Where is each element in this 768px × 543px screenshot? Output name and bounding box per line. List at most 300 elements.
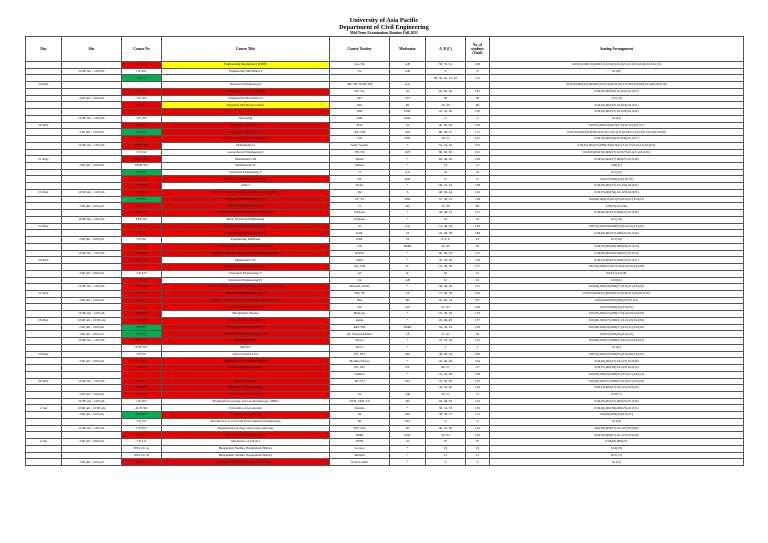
table-row	[26, 412, 744, 419]
moderator-cell: AB	[390, 68, 426, 75]
course-title-cell: History of Bangladesh Independence, Society and Culture	[162, 284, 330, 291]
moderator-cell: DI	[390, 102, 426, 109]
students-cell: 162	[466, 290, 490, 297]
day-cell: 29-May	[26, 351, 62, 358]
course-no-cell: CE 341	[122, 149, 162, 156]
students-cell: 181	[466, 88, 490, 95]
section-cell: 45, 45, 40	[426, 109, 466, 116]
course-title-cell: Numerical Analysis and Computer Programming	[162, 189, 330, 196]
moderator-cell: *	[390, 142, 426, 149]
table-row	[26, 183, 744, 190]
seating-cell: 610(40),602(27),611(32),612(22)	[490, 183, 744, 190]
slot-cell: 10:00 am - 1:00 pm	[62, 338, 122, 345]
table-row	[26, 270, 744, 277]
course-title-cell: Fluid Mechanics	[162, 378, 330, 385]
course-no-cell: ACN 301	[122, 405, 162, 412]
teacher-cell: JR, FTJ	[330, 378, 390, 385]
course-no-cell: CE 101	[122, 62, 162, 69]
section-cell: 58, 32, 40	[426, 385, 466, 392]
seating-cell: 610(19),602(19),613(36),611(27)	[490, 136, 744, 143]
students-cell: 100	[466, 304, 490, 311]
course-title-cell: Principles of Accounting	[162, 405, 330, 412]
day-cell	[26, 237, 62, 244]
moderator-cell: SR	[390, 203, 426, 210]
students-cell: 120	[466, 432, 490, 439]
students-cell: 153	[466, 378, 490, 385]
slot-cell: 2:00 pm - 5:00 pm	[62, 412, 122, 419]
day-cell	[26, 183, 62, 190]
students-cell	[466, 82, 490, 89]
students-cell: 4	[466, 418, 490, 425]
moderator-cell: DI	[390, 398, 426, 405]
section-cell: 48, 30, 44	[426, 189, 466, 196]
students-cell: 132	[466, 405, 490, 412]
table-row	[26, 432, 744, 439]
teacher-cell: NT, FTJ	[330, 351, 390, 358]
col-section: A, B (C)	[426, 37, 466, 62]
moderator-cell: MZ	[390, 351, 426, 358]
teacher-cell: MT	[330, 95, 390, 102]
teacher-cell: Nandan	[330, 405, 390, 412]
seating-cell: 609(11)	[490, 163, 744, 170]
students-cell: 95	[466, 243, 490, 250]
teacher-cell: Tahsin	[330, 156, 390, 163]
col-slot: Slot	[62, 37, 122, 62]
slot-cell	[62, 452, 122, 459]
students-cell: 6	[466, 68, 490, 75]
teacher-cell: SDS	[330, 122, 390, 129]
day-cell: 19-May	[26, 82, 62, 89]
teacher-cell: Fahmid	[330, 371, 390, 378]
teacher-cell: SMI	[330, 109, 390, 116]
moderator-cell: AR	[390, 391, 426, 398]
moderator-cell: MZ	[390, 412, 426, 419]
teacher-cell: Asma	[330, 317, 390, 324]
teacher-cell: Zakir	[330, 257, 390, 264]
students-cell: 119	[466, 257, 490, 264]
course-title-cell: Engineering Mechanics II	[162, 95, 330, 102]
moderator-cell: *	[390, 163, 426, 170]
course-no-cell: HSS 211	[122, 459, 162, 466]
teacher-cell: Mustafa, Kabir	[330, 284, 390, 291]
section-cell: 60, 65, 66	[426, 149, 466, 156]
seating-cell: 610(40),602(27),609(27),611(34),612(27)	[490, 338, 744, 345]
moderator-cell: DI	[390, 425, 426, 432]
course-no-cell: CE 401	[122, 102, 162, 109]
table-row	[26, 237, 744, 244]
table-row	[26, 115, 744, 122]
seating-cell: 610(19),602(19),609(21),613(21),612(21),511(21),610(20),611(15)	[490, 62, 744, 69]
slot-cell: 2:00 pm - 5:00 pm	[62, 324, 122, 331]
day-cell	[26, 109, 62, 116]
table-row	[26, 223, 744, 230]
slot-cell	[62, 136, 122, 143]
course-no-cell	[122, 109, 162, 116]
seating-cell: 610(40),602(36),609(27),611(27),612(27)	[490, 284, 744, 291]
moderator-cell: *	[390, 459, 426, 466]
course-no-cell: CE 103	[122, 115, 162, 122]
seating-cell	[490, 75, 744, 82]
seating-cell: 610(61)	[490, 277, 744, 284]
table-row	[26, 445, 744, 452]
teacher-cell: SN	[330, 304, 390, 311]
day-cell	[26, 324, 62, 331]
section-cell: 52, 54, 49	[426, 142, 466, 149]
teacher-cell: DMR	[330, 432, 390, 439]
day-cell: 30-May	[26, 378, 62, 385]
students-cell: 171	[466, 129, 490, 136]
slot-cell	[62, 418, 122, 425]
table-row	[26, 304, 744, 311]
course-no-cell: CE 435	[122, 391, 162, 398]
moderator-cell: NM	[390, 176, 426, 183]
section-cell: 61	[426, 277, 466, 284]
seating-cell: 602(36),609(27),611(27),612(30)	[490, 432, 744, 439]
section-cell: 45, 45, 48	[426, 371, 466, 378]
teacher-cell: NM, TF	[330, 290, 390, 297]
moderator-cell: DAT	[390, 432, 426, 439]
teacher-cell: AJ	[330, 270, 390, 277]
course-title-cell: Open Channel Flow	[162, 351, 330, 358]
students-cell: 133	[466, 311, 490, 318]
table-row	[26, 331, 744, 338]
moderator-cell: NZ	[390, 365, 426, 372]
seating-cell: 602(34),609(27),611(20),612(29),613(29)	[490, 264, 744, 271]
seating-cell: 610(35),602(35),609(20),613(18),611(24),612(30)	[490, 290, 744, 297]
slot-cell: 2:00 pm - 5:00 pm	[62, 237, 122, 244]
teacher-cell: TF, TT	[330, 196, 390, 203]
seating-cell: 610(40),602(27),609(27),611(40)	[490, 230, 744, 237]
course-no-cell: HSS 101	[122, 250, 162, 257]
students-cell: 157	[466, 264, 490, 271]
course-title-cell: Environmental Engineering VIII	[162, 331, 330, 338]
students-cell: 160	[466, 351, 490, 358]
table-row	[26, 459, 744, 466]
students-cell: 143	[466, 425, 490, 432]
course-title-cell: Engineering Mechanics I	[162, 68, 330, 75]
students-cell: 111	[466, 412, 490, 419]
day-cell	[26, 169, 62, 176]
day-cell	[26, 210, 62, 217]
teacher-cell: Sumon	[330, 163, 390, 170]
teacher-cell: DAT	[330, 230, 390, 237]
moderator-cell: SI	[390, 237, 426, 244]
course-title-cell: Physics	[162, 344, 330, 351]
section-cell: 54, 39, 43	[426, 324, 466, 331]
section-cell: 50, 51	[426, 136, 466, 143]
slot-cell: 10:00 am - 1:00 pm	[62, 68, 122, 75]
day-cell	[26, 102, 62, 109]
table-row	[26, 243, 744, 250]
course-no-cell: CE 331	[122, 290, 162, 297]
course-title-cell: Bangladesh Studies: Bangladesh Society	[162, 459, 330, 466]
course-title-cell: Engineering Materials	[162, 237, 330, 244]
students-cell: 120	[466, 122, 490, 129]
students-cell: 31	[466, 270, 490, 277]
seating-cell: 610(35),602(36),609(33),611(23),613(22)	[490, 223, 744, 230]
course-no-cell: CE 203	[122, 189, 162, 196]
slot-cell: 10:00 am - 1:00 pm	[62, 250, 122, 257]
table-row	[26, 203, 744, 210]
section-cell: 8, 6, 6	[426, 237, 466, 244]
slot-cell	[62, 210, 122, 217]
section-cell: 56, 64	[426, 432, 466, 439]
day-cell	[26, 75, 62, 82]
day-cell	[26, 68, 62, 75]
section-cell: 57, 49, 56	[426, 290, 466, 297]
seating-cell: 610(40),602(27),609(27),611(29)	[490, 210, 744, 217]
moderator-cell: KH	[390, 149, 426, 156]
day-cell	[26, 216, 62, 223]
section-cell: 52, 58, 36	[426, 264, 466, 271]
course-title-cell: Structural Engineering IV	[162, 365, 330, 372]
seating-cell: 610(40),602(27),609(27),611(27),612(32)	[490, 378, 744, 385]
department-name: Department of Civil Engineering	[339, 24, 429, 32]
seating-cell: 610(40),609(27)	[490, 439, 744, 446]
course-no-cell: HSS 211 A	[122, 445, 162, 452]
slot-cell	[62, 243, 122, 250]
moderator-cell: SAS	[390, 418, 426, 425]
table-row	[26, 371, 744, 378]
course-title-cell: Structural Engineering IV	[162, 277, 330, 284]
teacher-cell: Farhana	[330, 216, 390, 223]
slot-cell: 10:00 am - 1:00 pm	[62, 216, 122, 223]
course-no-cell: MTH 101	[122, 142, 162, 149]
course-title-cell: Structural Engineering II	[162, 129, 330, 136]
course-title-cell: Mathematics IV	[162, 257, 330, 264]
section-cell: 45, 46, 46	[426, 317, 466, 324]
seating-cell: 610(19),602(19),609(20),613(19),612(19),511(20),610(20),611(20),610(18)	[490, 82, 744, 89]
slot-cell	[62, 75, 122, 82]
day-cell	[26, 338, 62, 345]
students-cell: 137	[466, 317, 490, 324]
teacher-cell: IA	[330, 277, 390, 284]
day-cell	[26, 358, 62, 365]
course-no-cell: CE 301	[122, 351, 162, 358]
day-cell	[26, 297, 62, 304]
col-moderator: Moderator	[390, 37, 426, 62]
slot-cell	[62, 149, 122, 156]
day-cell	[26, 176, 62, 183]
table-row	[26, 264, 744, 271]
seating-cell: 610(20),602(20),609(21),613(17),611(21),610(21),611(20),511(20),610(9)	[490, 129, 744, 136]
slot-cell	[62, 169, 122, 176]
course-title-cell	[162, 371, 330, 378]
day-cell	[26, 398, 62, 405]
table-row	[26, 452, 744, 459]
section-cell: 46, 47, 50	[426, 425, 466, 432]
course-title-cell: Project Planning and Management	[162, 136, 330, 143]
moderator-cell: *	[390, 445, 426, 452]
slot-cell	[62, 290, 122, 297]
seating-cell: 611(2)	[490, 115, 744, 122]
course-title-cell: Engineering Mechanics I (OBE)	[162, 62, 330, 69]
table-row	[26, 169, 744, 176]
section-cell: 42, 46, 36	[426, 398, 466, 405]
course-no-cell: CE 351	[122, 196, 162, 203]
course-title-cell: Engineering Hydrology	[162, 412, 330, 419]
slot-cell: 2:00 pm - 5:00 pm	[62, 95, 122, 102]
table-row	[26, 378, 744, 385]
table-row	[26, 385, 744, 392]
moderator-cell: TT	[390, 290, 426, 297]
table-body	[26, 62, 744, 466]
day-cell	[26, 149, 62, 156]
seating-cell: 611(13)	[490, 452, 744, 459]
course-title-cell: Geotechnical Engineering I	[162, 149, 330, 156]
day-cell	[26, 163, 62, 170]
seating-cell: 602(31),611(8)	[490, 270, 744, 277]
course-no-cell: EEE 201	[122, 210, 162, 217]
slot-cell	[62, 304, 122, 311]
table-row	[26, 216, 744, 223]
table-header-row	[26, 37, 744, 62]
course-no-cell: PHY 101	[122, 344, 162, 351]
students-cell: 151	[466, 250, 490, 257]
course-no-cell: CE 455	[122, 432, 162, 439]
day-cell	[26, 311, 62, 318]
seating-cell: 610(20),602(27),613(18),611(31)	[490, 102, 744, 109]
table-row	[26, 365, 744, 372]
slot-cell	[62, 109, 122, 116]
day-cell	[26, 129, 62, 136]
moderator-cell: DAT	[390, 115, 426, 122]
teacher-cell: AA, FM	[330, 264, 390, 271]
students-cell: 19	[466, 445, 490, 452]
section-cell: 60, 46, 37	[426, 129, 466, 136]
exam-title: Mid Term Examination Routine Fall 2021	[350, 31, 418, 36]
course-title-cell: Engineering Materials (OBE)	[162, 230, 330, 237]
section-cell: 80, 59, 42, 37, 42	[426, 75, 466, 82]
section-cell: 50, 45	[426, 243, 466, 250]
students-cell: 96	[466, 102, 490, 109]
moderator-cell: AB	[390, 62, 426, 69]
col-day: Day	[26, 37, 62, 62]
slot-cell	[62, 344, 122, 351]
course-title-cell: Structural Engineering V	[162, 270, 330, 277]
moderator-cell: *	[390, 250, 426, 257]
section-cell: 62, 46, 20	[426, 156, 466, 163]
seating-cell: 610(40),602(36),609(27),613(27),611(21),612(20)	[490, 149, 744, 156]
course-no-cell: CE 101	[122, 68, 162, 75]
course-no-cell: HSS 211	[122, 311, 162, 318]
students-cell: 155	[466, 142, 490, 149]
course-no-cell: CE 413	[122, 169, 162, 176]
moderator-cell: *	[390, 344, 426, 351]
course-title-cell: Principles of Management	[162, 385, 330, 392]
teacher-cell: Nafis	[330, 183, 390, 190]
seating-cell: 610(35),602(26),609(18),611(16)	[490, 243, 744, 250]
teacher-cell: Shova	[330, 344, 390, 351]
students-cell: 134	[466, 358, 490, 365]
students-cell: 10	[466, 216, 490, 223]
teacher-cell: Farhana	[330, 210, 390, 217]
students-cell: 107	[466, 297, 490, 304]
section-cell: 49, 47, 42	[426, 183, 466, 190]
section-cell: 48, 63, 49	[426, 351, 466, 358]
slot-cell: 10:00 am - 1:00 pm	[62, 115, 122, 122]
teacher-cell: SH, SAS	[330, 425, 390, 432]
table-row	[26, 351, 744, 358]
slot-cell: 2:00 pm - 5:00 pm	[62, 163, 122, 170]
seating-cell: 610(40),602(26),609(27),611(21),612(22)	[490, 324, 744, 331]
table-row	[26, 196, 744, 203]
day-cell: 26-May	[26, 257, 62, 264]
teacher-cell	[330, 385, 390, 392]
section-cell: 53, 41	[426, 331, 466, 338]
seating-cell: 611(22)	[490, 169, 744, 176]
course-title-cell: Structural Engineering I	[162, 82, 330, 89]
students-cell: 77	[466, 391, 490, 398]
table-row	[26, 257, 744, 264]
table-row	[26, 149, 744, 156]
day-cell: 25-May	[26, 223, 62, 230]
course-title-cell: Bangladesh Studies	[162, 311, 330, 318]
course-no-cell	[122, 371, 162, 378]
table-row	[26, 136, 744, 143]
seating-cell: 611(4)	[490, 418, 744, 425]
moderator-cell: SR	[390, 297, 426, 304]
course-title-cell	[162, 75, 330, 82]
slot-cell	[62, 223, 122, 230]
course-title-cell: Environmental Engineering I	[162, 290, 330, 297]
table-row	[26, 391, 744, 398]
course-title-cell: Principles of Economics	[162, 317, 330, 324]
section-cell: 38, 36, 37	[426, 412, 466, 419]
students-cell: 157	[466, 284, 490, 291]
moderator-cell	[390, 75, 426, 82]
teacher-cell: MZ	[330, 102, 390, 109]
day-cell	[26, 459, 62, 466]
teacher-cell: JI	[330, 169, 390, 176]
day-cell	[26, 365, 62, 372]
slot-cell: 2:00 pm - 5:00 pm	[62, 391, 122, 398]
seating-cell: 610(40),602(27),609(21),611(19),612(30)	[490, 317, 744, 324]
day-cell	[26, 391, 62, 398]
table-row	[26, 338, 744, 345]
col-course-teacher: Course Teacher	[330, 37, 390, 62]
course-no-cell: HSS 211 B	[122, 452, 162, 459]
course-title-cell: Structural Engineering VII	[162, 391, 330, 398]
slot-cell: 10:00 am - 1:00 pm	[62, 425, 122, 432]
students-cell: 77	[466, 176, 490, 183]
students-cell: 136	[466, 324, 490, 331]
seating-cell: 610(35),602(34),611(23),612(30)	[490, 189, 744, 196]
course-title-cell	[162, 109, 330, 116]
document-header	[0, 17, 768, 36]
table-row	[26, 129, 744, 136]
section-cell: 77	[426, 176, 466, 183]
seating-cell: 610(19)	[490, 445, 744, 452]
teacher-cell: Nazrul	[330, 250, 390, 257]
day-cell	[26, 385, 62, 392]
moderator-cell: *	[390, 338, 426, 345]
moderator-cell: *	[390, 216, 426, 223]
table-row	[26, 109, 744, 116]
students-cell: 124	[466, 398, 490, 405]
course-no-cell: HSS 103	[122, 284, 162, 291]
teacher-cell: AR, NB	[330, 129, 390, 136]
day-cell	[26, 371, 62, 378]
teacher-cell: DI	[330, 418, 390, 425]
course-no-cell: CE 411	[122, 365, 162, 372]
teacher-cell: AB, SH, NNB, FM	[330, 82, 390, 89]
section-cell: 3	[426, 459, 466, 466]
day-cell	[26, 344, 62, 351]
seating-cell: 610(40),602(27),611(27),612(20)	[490, 358, 744, 365]
seating-cell: 610(20),602(27),609(27),611(30)	[490, 156, 744, 163]
teacher-cell: MA	[330, 297, 390, 304]
